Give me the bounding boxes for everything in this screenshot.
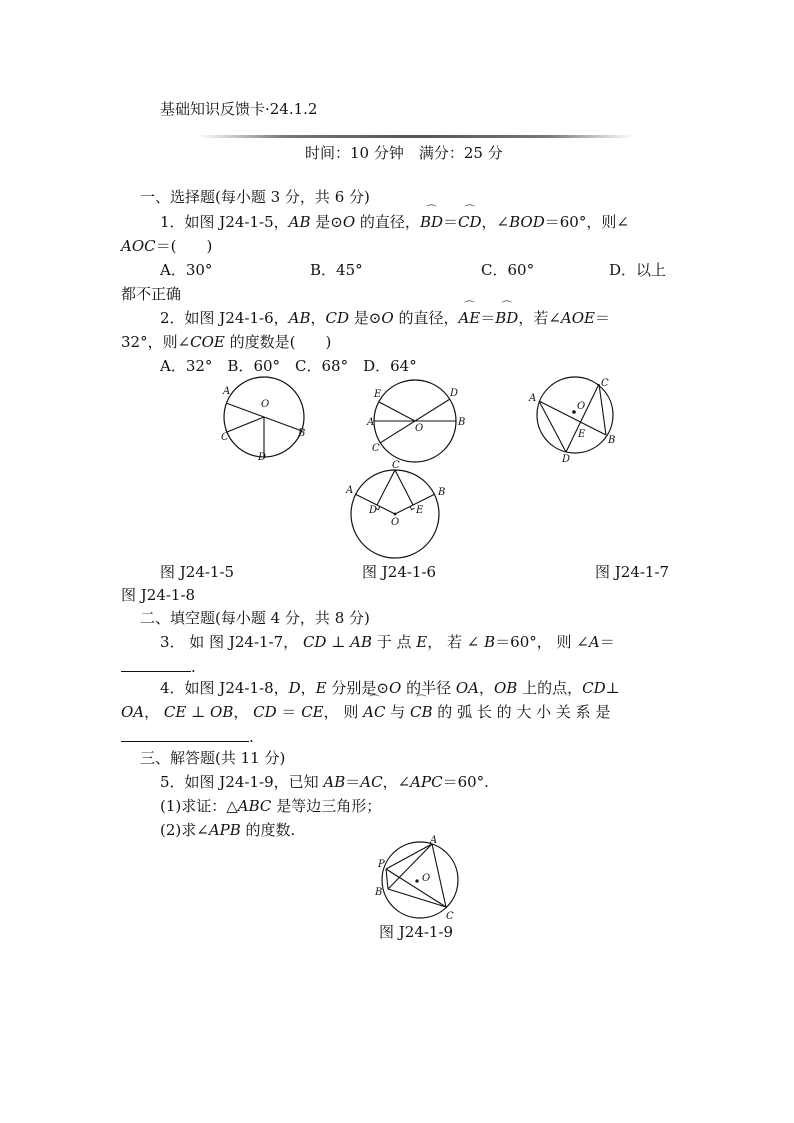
svg-text:B: B bbox=[458, 417, 466, 428]
caption-j24-1-7: 图 J24-1-7 bbox=[595, 563, 670, 581]
section2-heading: 二、填空题(每小题 4 分，共 8 分) bbox=[140, 609, 370, 627]
svg-text:D: D bbox=[258, 452, 267, 463]
svg-text:E: E bbox=[374, 389, 382, 400]
q4-line2: OA， CE ⊥ OB， CD ＝ CE， 则 ⌒ AC 与 ⌒ CB 的 弧 长 的 大 小 关 系 是 bbox=[121, 702, 610, 722]
svg-text:A: A bbox=[529, 393, 537, 404]
svg-text:D: D bbox=[562, 454, 571, 465]
svg-text:A: A bbox=[223, 386, 231, 397]
svg-text:B: B bbox=[438, 487, 446, 498]
svg-text:O: O bbox=[415, 423, 424, 434]
svg-text:E: E bbox=[578, 429, 586, 440]
figure-j24-1-7 bbox=[525, 375, 620, 465]
svg-text:A: A bbox=[346, 485, 354, 496]
q4-answer-blank[interactable] bbox=[121, 726, 249, 742]
svg-text:O: O bbox=[261, 399, 270, 410]
q1-option-a: A．30° bbox=[160, 261, 213, 279]
q3-answer-blank[interactable] bbox=[121, 656, 191, 672]
q5-stem: 5．如图 J24-1-9，已知 AB＝AC，∠APC＝60°. bbox=[160, 773, 489, 791]
q4-line1: 4．如图 J24-1-8，D，E 分别是⊙O 的半径 OA，OB 上的点，CD⊥ bbox=[160, 679, 620, 697]
figure-j24-1-6 bbox=[365, 375, 470, 465]
svg-text:E: E bbox=[416, 505, 424, 516]
q2-options: A．32° B．60° C．68° D．64° bbox=[160, 357, 417, 375]
q1-option-d-cont: 都不正确 bbox=[121, 285, 182, 303]
q3-line1: 3． 如 图 J24-1-7， CD ⊥ AB 于 点 E， 若 ∠ B＝60°， 则 ∠A＝ bbox=[160, 633, 615, 651]
caption-j24-1-6: 图 J24-1-6 bbox=[362, 563, 437, 581]
q2-line2: 32°，则∠COE 的度数是( ) bbox=[121, 333, 332, 351]
q1-option-d: D．以上 bbox=[609, 261, 667, 279]
svg-text:C: C bbox=[392, 460, 400, 471]
caption-j24-1-5: 图 J24-1-5 bbox=[160, 563, 235, 581]
card-title: 基础知识反馈卡·24.1.2 bbox=[160, 100, 318, 118]
caption-j24-1-8: 图 J24-1-8 bbox=[121, 586, 196, 604]
svg-text:O: O bbox=[422, 873, 431, 884]
q1-line1: 1．如图 J24-1-5，AB 是⊙O 的直径，⌒ BD＝⌒ CD，∠BOD＝60°，则∠ bbox=[160, 212, 629, 232]
header-divider bbox=[198, 135, 634, 138]
arc-ac: ⌒ AC bbox=[363, 702, 385, 722]
arc-bd: ⌒ BD bbox=[420, 212, 443, 232]
svg-text:A: A bbox=[430, 835, 438, 846]
arc-bd-2: ⌒ BD bbox=[495, 308, 518, 328]
svg-text:C: C bbox=[221, 432, 229, 443]
q2-line1: 2．如图 J24-1-6，AB，CD 是⊙O 的直径，⌒ AE＝⌒ BD，若∠AOE＝ bbox=[160, 308, 610, 328]
figure-j24-1-8 bbox=[340, 458, 450, 563]
section3-heading: 三、解答题(共 11 分) bbox=[140, 749, 286, 767]
q1-line2: AOC＝( ) bbox=[121, 237, 213, 255]
figure-j24-1-5 bbox=[215, 370, 315, 470]
caption-j24-1-9: 图 J24-1-9 bbox=[379, 923, 454, 941]
q1-option-c: C．60° bbox=[481, 261, 535, 279]
section1-heading: 一、选择题(每小题 3 分，共 6 分) bbox=[140, 188, 370, 206]
q5-part2: (2)求∠APB 的度数. bbox=[160, 821, 296, 839]
q3-answer-line: . bbox=[121, 656, 196, 677]
svg-text:B: B bbox=[375, 887, 383, 898]
svg-text:P: P bbox=[378, 859, 385, 870]
svg-text:O: O bbox=[577, 401, 586, 412]
svg-text:D: D bbox=[450, 388, 459, 399]
svg-text:C: C bbox=[372, 443, 380, 454]
arc-ae: ⌒ AE bbox=[458, 308, 480, 328]
svg-text:O: O bbox=[391, 517, 400, 528]
arc-cd: ⌒ CD bbox=[458, 212, 482, 232]
svg-text:C: C bbox=[601, 378, 609, 389]
time-info: 时间：10 分钟 满分：25 分 bbox=[305, 144, 503, 162]
q5-part1: (1)求证：△ABC 是等边三角形； bbox=[160, 797, 382, 815]
q1-option-b: B．45° bbox=[310, 261, 363, 279]
svg-text:A: A bbox=[367, 417, 375, 428]
arc-cb: ⌒ CB bbox=[410, 702, 433, 722]
svg-text:C: C bbox=[446, 911, 454, 922]
figure-j24-1-9 bbox=[372, 833, 467, 923]
svg-text:D: D bbox=[369, 505, 378, 516]
svg-text:B: B bbox=[298, 428, 306, 439]
q4-answer-line: . bbox=[121, 726, 254, 747]
svg-text:B: B bbox=[608, 435, 616, 446]
